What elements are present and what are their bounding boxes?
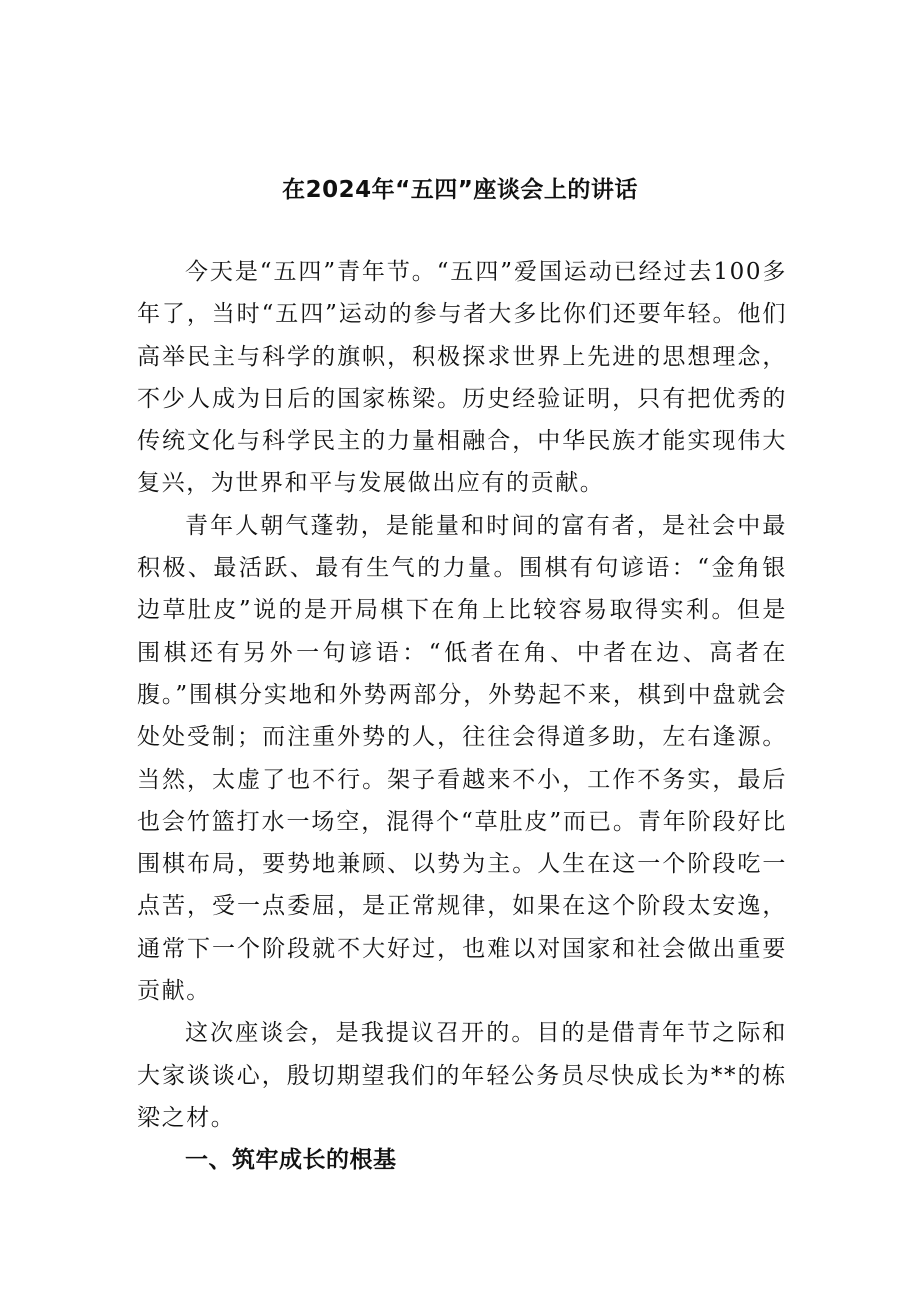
paragraph-intro: 今天是“五四”青年节。“五四”爱国运动已经过去100多年了，当时“五四”运动的参与者大多比你们还要年轻。他们高举民主与科学的旗帜，积极探求世界上先进的思想理念，不少人成为日后的国家栋梁。历史经验证明，只有把优秀的传统文化与科学民主的力量相融合，中华民族才能实现伟大复兴，为世界和平与发展做出应有的贡献。 bbox=[137, 259, 787, 497]
paragraph-youth-go-analogy: 青年人朝气蓬勃，是能量和时间的富有者，是社会中最积极、最活跃、最有生气的力量。围棋有句谚语：“金角银边草肚皮”说的是开局棋下在角上比较容易取得实利。但是围棋还有另外一句谚语：“低者在角、中者在边、高者在腹。”围棋分实地和外势两部分，外势起不来，棋到中盘就会处处受制；而注重外势的人，往往会得道多助，左右逢源。当然，太虚了也不行。架子看越来不小，工作不务实，最后也会竹篮打水一场空，混得个“草肚皮”而已。青年阶段好比围棋布局，要势地兼顾、以势为主。人生在这一个阶段吃一点苦，受一点委屈，是正常规律，如果在这个阶段太安逸，通常下一个阶段就不大好过，也难以对国家和社会做出重要贡献。 bbox=[137, 512, 787, 1005]
paragraph-meeting-purpose: 这次座谈会，是我提议召开的。目的是借青年节之际和大家谈谈心，殷切期望我们的年轻公务员尽快成长为**的栋梁之材。 bbox=[137, 1020, 787, 1131]
document-body bbox=[137, 251, 787, 1182]
document-title: 在2024年“五四”座谈会上的讲话 bbox=[282, 177, 638, 203]
section-heading: 一、筑牢成长的根基 bbox=[185, 1147, 397, 1174]
